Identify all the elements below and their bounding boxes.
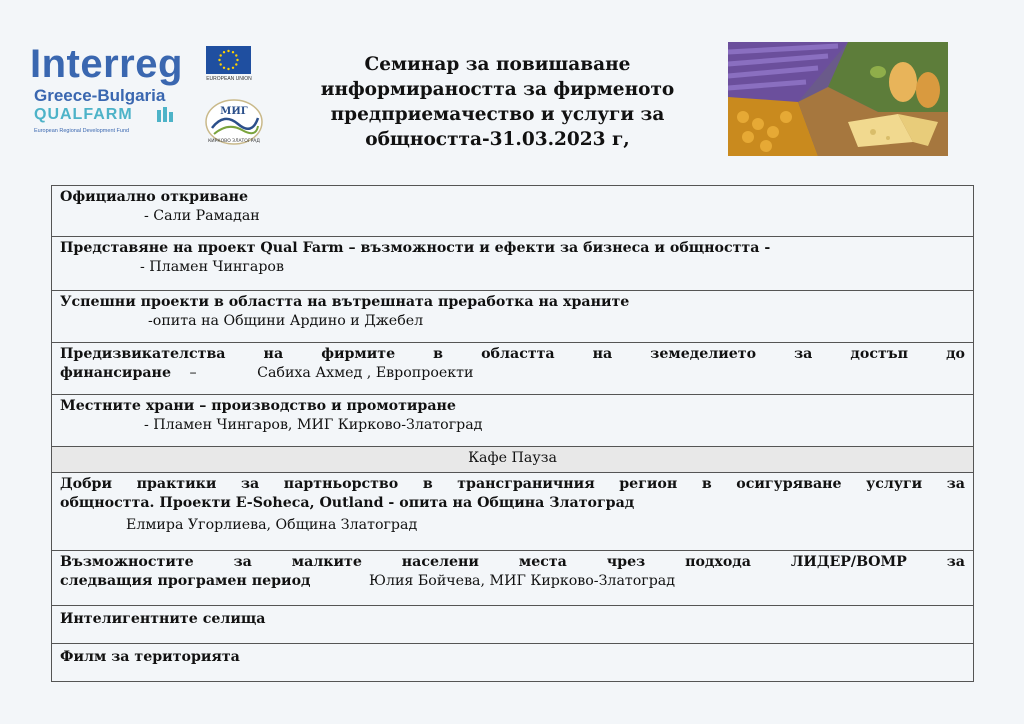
coffee-break-row <box>52 447 973 473</box>
title-line: предприемачество и услуги за <box>330 104 665 125</box>
agenda-item-title: Местните храни – производство и промотиране <box>60 398 456 414</box>
agenda-item-title: Филм за територията <box>60 649 240 665</box>
agenda-row <box>52 551 973 606</box>
agenda-item-title: Представяне на проект Qual Farm – възможности и ефекти за бизнеса и общността - <box>60 240 771 256</box>
agenda-item-title: Официално откриване <box>60 189 249 205</box>
title-line: общността-31.03.2023 г, <box>365 129 630 150</box>
title-line: информираността за фирменото <box>320 79 675 100</box>
interreg-logo-text: Interreg <box>30 42 183 86</box>
agenda-row <box>52 473 973 551</box>
fund-label: European Regional Development Fund <box>34 128 130 134</box>
agenda-item-speaker: - Сали Рамадан <box>144 208 260 224</box>
agenda-item-speaker: Сабиха Ахмед , Европроекти <box>257 365 474 381</box>
qualfarm-building-icon <box>156 106 174 122</box>
agenda-dash: – <box>189 365 197 381</box>
agenda-item-speaker: Елмира Угорлиева, Община Златоград <box>126 517 418 533</box>
agenda-item-title: следващия програмен период <box>60 573 311 589</box>
seminar-title <box>285 52 710 152</box>
agenda-row <box>52 237 973 291</box>
agenda-item-title: Успешни проекти в областта на вътрешната преработка на храните <box>60 294 630 310</box>
eu-flag-icon <box>206 46 251 74</box>
project-name: QUALFARM <box>34 106 133 123</box>
agriculture-photo-collage <box>728 42 948 156</box>
agenda-item-title: финансиране <box>60 365 171 381</box>
agenda-item-speaker: Юлия Бойчева, МИГ Кирково-Златоград <box>369 573 676 589</box>
title-line: Семинар за повишаване <box>364 54 631 75</box>
agenda-row <box>52 644 973 681</box>
agenda-row <box>52 291 973 343</box>
interreg-logo-block <box>28 40 268 150</box>
eu-label: EUROPEAN UNION <box>206 76 252 82</box>
agenda-item-speaker: - Пламен Чингаров <box>140 259 284 275</box>
agenda-row <box>52 343 973 395</box>
coffee-break-label: Кафе Пауза <box>468 450 557 466</box>
agenda-item-speaker: -опита на Общини Ардино и Джебел <box>148 313 424 329</box>
agenda-item-title: Добри практики за партньорство в трансграничния регион в осигуряване услуги за <box>60 476 965 492</box>
agenda-item-speaker: - Пламен Чингаров, МИГ Кирково-Златоград <box>144 417 483 433</box>
agenda-item-title: общността. Проекти E-Soheca, Outland - опита на Община Златоград <box>60 495 635 511</box>
svg-text:МИГ: МИГ <box>220 106 248 117</box>
agenda-item-title: Интелигентните селища <box>60 611 266 627</box>
agenda-item-title: Възможностите за малките населени места чрез подхода ЛИДЕР/ВОМР за <box>60 554 965 570</box>
agenda-row <box>52 606 973 644</box>
agenda-item-title: Предизвикателства на фирмите в областта на земеделието за достъп до <box>60 346 965 362</box>
agenda-row <box>52 395 973 447</box>
region-label: Greece-Bulgaria <box>34 86 166 105</box>
mig-logo-icon <box>204 98 264 146</box>
svg-text:КИРКОВО ЗЛАТОГРАД: КИРКОВО ЗЛАТОГРАД <box>208 139 260 144</box>
agenda-table <box>51 185 974 682</box>
agenda-row <box>52 186 973 237</box>
